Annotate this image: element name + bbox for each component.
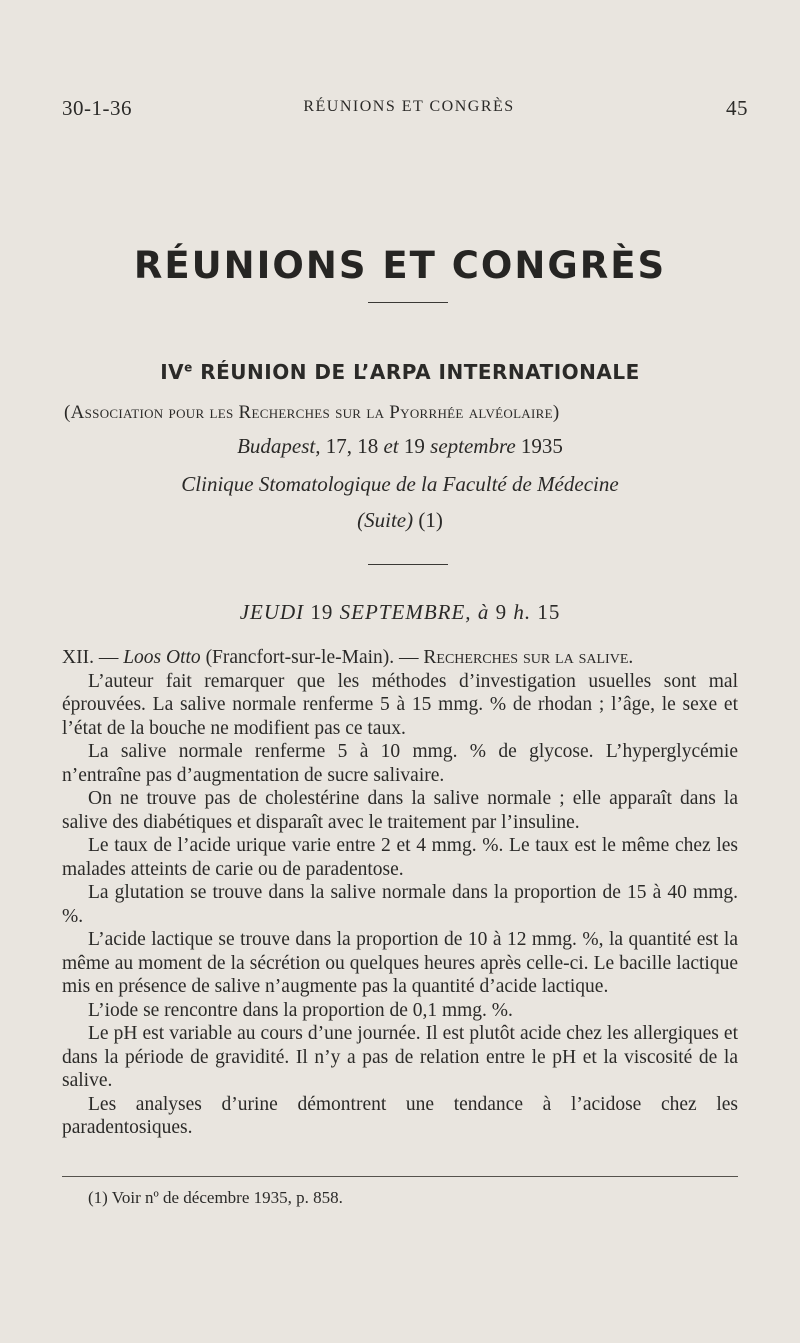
article-body — [62, 646, 738, 1140]
paragraph: La glutation se trouve dans la salive normale dans la proportion de 15 à 40 mmg. %. — [62, 882, 738, 927]
item-place: (Francfort-sur-le-Main). — — [200, 647, 424, 668]
session-date: 19 — [304, 600, 340, 624]
venue-year: 1935 — [515, 434, 563, 458]
continuation-note — [0, 508, 800, 533]
meeting-ordinal-suffix: e — [184, 360, 193, 375]
session-heading — [0, 600, 800, 625]
session-a: à — [471, 600, 496, 624]
item-subject: Recherches sur la salive. — [423, 647, 634, 668]
venue-days-1: 17, 18 — [320, 434, 384, 458]
header-section-title: RÉUNIONS ET CONGRÈS — [303, 98, 515, 115]
paragraph: La salive normale renferme 5 à 10 mmg. % de glycose. L’hyperglycémie n’entraîne pas d’augmentation de sucre salivaire. — [62, 741, 738, 786]
paragraph: Le taux de l’acide urique varie entre 2 et 4 mmg. %. Le taux est le même chez les malades atteints de carie ou de paradentose. — [62, 835, 738, 880]
title-divider — [368, 302, 448, 303]
footnote-divider — [62, 1176, 738, 1177]
meeting-title — [0, 360, 800, 384]
header-date: 30-1-36 — [62, 96, 132, 120]
meeting-venue-dates — [0, 434, 800, 459]
paragraph: L’acide lactique se trouve dans la proportion de 10 à 12 mmg. %, la quantité est la même au moment de la sécrétion ou quelques heures après celle-ci. Le bacille lactique mis en présence de salive n’augmente pas la quantité d’acide lactique. — [62, 929, 738, 997]
session-month: SEPTEMBRE, — [339, 600, 472, 624]
session-h: h. — [507, 600, 538, 624]
meeting-title-text: RÉUNION DE L’ARPA INTERNATIONALE — [192, 360, 640, 384]
session-hour: 9 — [495, 600, 508, 624]
session-minutes: 15 — [537, 600, 561, 624]
venue-month: septembre — [430, 434, 516, 458]
suite-label: (Suite) — [357, 508, 414, 532]
venue-city: Budapest, — [237, 434, 321, 458]
venue-et: et — [383, 434, 399, 458]
page-number: 45 — [726, 96, 748, 120]
footnote-reference: (1) — [413, 508, 443, 532]
session-day: JEUDI — [239, 600, 305, 624]
venue-days-2: 19 — [398, 434, 431, 458]
association-name: (Association pour les Recherches sur la Pyorrhée alvéolaire) — [64, 402, 560, 423]
paragraph: On ne trouve pas de cholestérine dans la salive normale ; elle apparaît dans la salive des diabétiques et disparaît avec le traitement par l’insuline. — [62, 788, 738, 833]
paragraph: Les analyses d’urine démontrent une tendance à l’acidose chez les paradentosiques. — [62, 1093, 738, 1138]
running-header — [62, 96, 756, 126]
section-divider — [368, 564, 448, 565]
paragraph: Le pH est variable au cours d’une journée. Il est plutôt acide chez les allergiques et dans la période de gravidité. Il n’y a pas de relation entre le pH et la viscosité de la salive. — [62, 1023, 738, 1091]
meeting-ordinal: IV — [160, 360, 185, 384]
item-heading — [62, 646, 738, 670]
paragraph: L’iode se rencontre dans la proportion de 0,1 mmg. %. — [88, 999, 513, 1021]
item-author: Loos Otto — [123, 647, 201, 668]
item-number: XII. — — [62, 647, 124, 668]
paragraph: L’auteur fait remarquer que les méthodes d’investigation usuelles sont mal éprouvées. La salive normale renferme 5 à 15 mmg. % de rhodan ; l’âge, le sexe et l’état de la bouche ne modifient pas ce taux. — [62, 670, 738, 739]
clinic-name: Clinique Stomatologique de la Faculté de Médecine — [181, 472, 619, 496]
page-title: RÉUNIONS ET CONGRÈS — [133, 244, 667, 287]
footnote: (1) Voir nº de décembre 1935, p. 858. — [88, 1188, 343, 1207]
